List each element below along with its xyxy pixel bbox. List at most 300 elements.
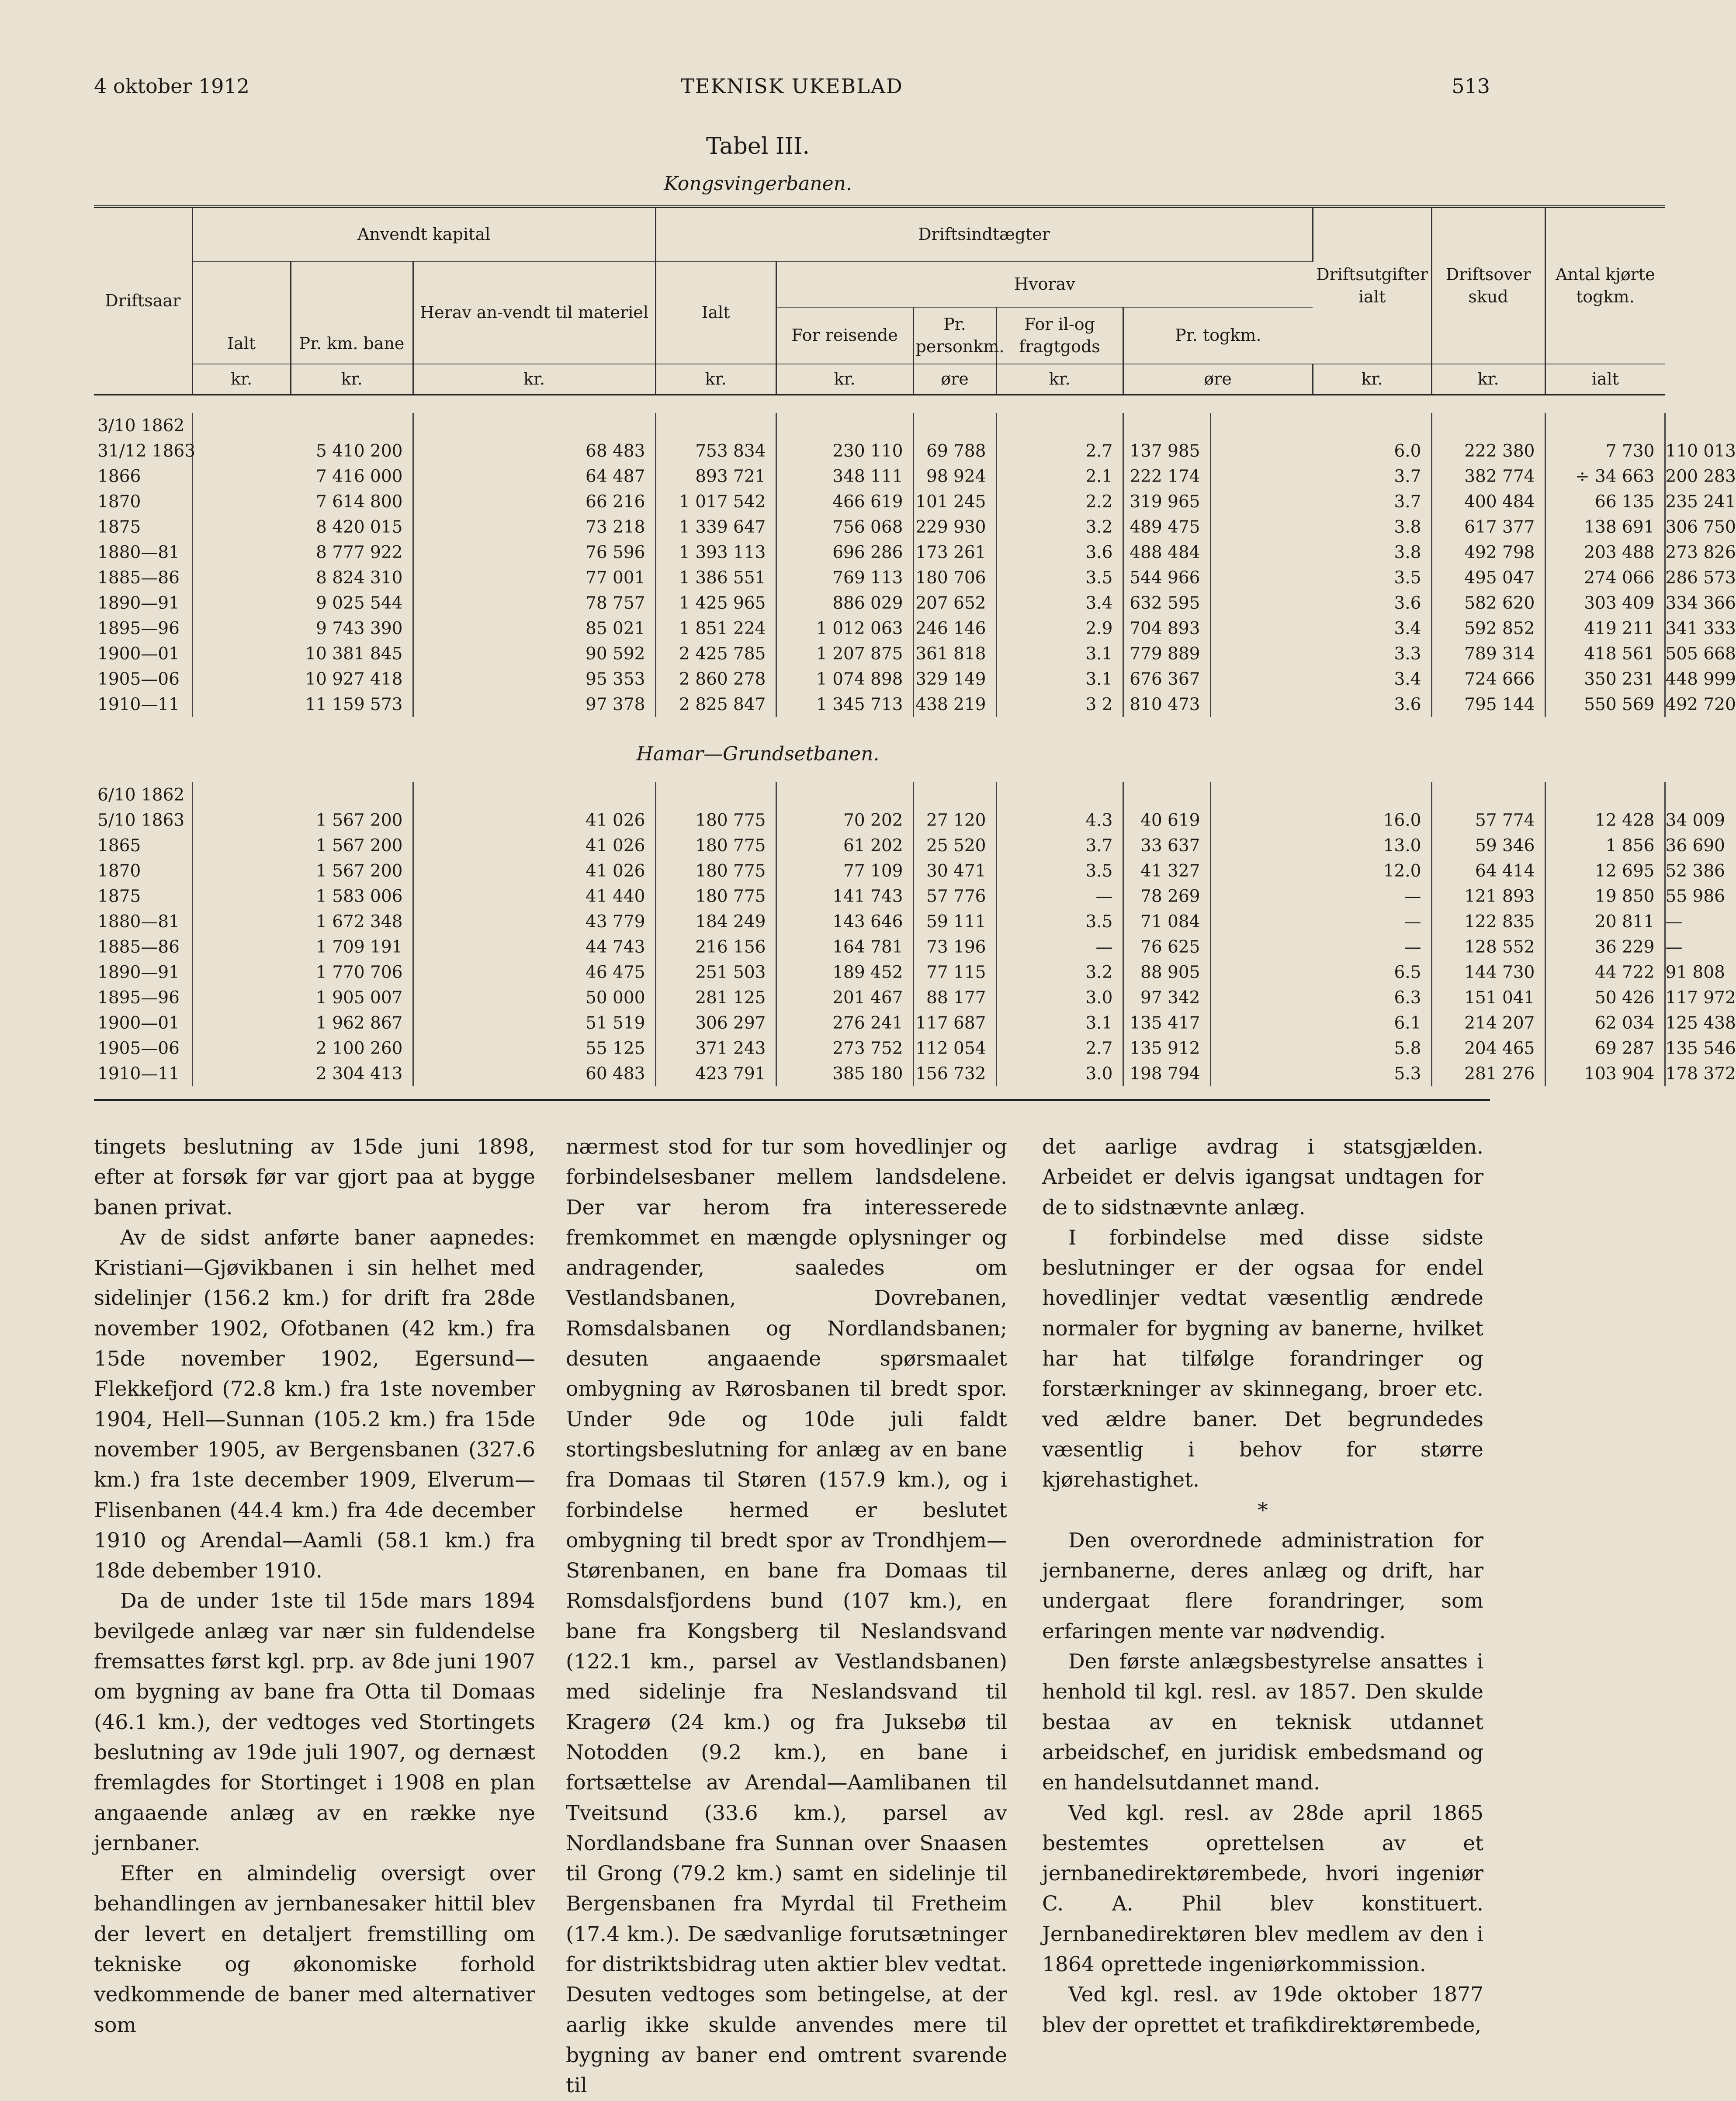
cell-year: 6/10 1862 — [94, 782, 192, 808]
table-cell: 418 561 — [1545, 641, 1665, 666]
table-cell: 274 066 — [1545, 565, 1665, 590]
table-cell: 550 569 — [1545, 692, 1665, 717]
table-cell: 184 249 — [655, 909, 776, 934]
table-cell: 41 026 — [413, 858, 655, 884]
table-cell: 1 905 007 — [192, 985, 413, 1010]
table-row: 1890—91 9 025 544 78 757 1 425 965 886 029 207 652 3.4 632 595 3.6 582 620 303 409 334 366 — [94, 590, 1665, 616]
header-ialt: Ialt — [192, 261, 291, 364]
cell-year: 1890—91 — [94, 960, 192, 985]
unit: ialt — [1545, 364, 1665, 395]
table-row: 1910—11 2 304 413 60 483 423 791 385 180 156 732 3.0 198 794 5.3 281 276 103 904 178 372 — [94, 1061, 1665, 1086]
table-cell: 180 775 — [655, 833, 776, 858]
table-cell: 77 109 — [776, 858, 913, 884]
table-cell: 180 775 — [655, 884, 776, 909]
table-cell: 1 339 647 — [655, 514, 776, 540]
table-cell: 8 824 310 — [192, 565, 413, 590]
cell-year: 1910—11 — [94, 692, 192, 717]
table-cell: 1 393 113 — [655, 540, 776, 565]
table-header — [94, 205, 1665, 395]
table-cell: 69 788 — [913, 438, 996, 464]
table-cell — [192, 782, 413, 808]
table-row: 1875 1 583 006 41 440 180 775 141 743 57 776 — 78 269 — 121 893 19 850 55 986 — [94, 884, 1665, 909]
table-cell — [996, 782, 1123, 808]
header-togkm: Pr. togkm. — [1123, 307, 1313, 364]
table-cell: 3.5 — [996, 858, 1123, 884]
table-row: 1895—96 1 905 007 50 000 281 125 201 467 88 177 3.0 97 342 6.3 151 041 50 426 117 972 — [94, 985, 1665, 1010]
table-cell: 6.3 — [1210, 985, 1431, 1010]
table-cell: 400 484 — [1431, 489, 1545, 514]
table-cell: 198 794 — [1123, 1061, 1210, 1086]
cell-year: 1905—06 — [94, 1036, 192, 1061]
table-cell: 85 021 — [413, 616, 655, 641]
header-herav: Herav an-vendt til materiel — [413, 261, 655, 364]
table-cell: 66 135 — [1545, 489, 1665, 514]
table-cell: 12.0 — [1210, 858, 1431, 884]
table-cell: 632 595 — [1123, 590, 1210, 616]
table-row: 1880—81 8 777 922 76 596 1 393 113 696 286 173 261 3.6 488 484 3.8 492 798 203 488 273 826 — [94, 540, 1665, 565]
cell-year: 1875 — [94, 514, 192, 540]
table-cell: 103 904 — [1545, 1061, 1665, 1086]
cell-year: 1905—06 — [94, 666, 192, 692]
table-cell — [1545, 782, 1665, 808]
table-cell: 25 520 — [913, 833, 996, 858]
table-cell: — — [996, 884, 1123, 909]
cell-year: 1895—96 — [94, 616, 192, 641]
table-cell: 438 219 — [913, 692, 996, 717]
paragraph: Av de sidst anførte baner aapnedes: Kristiani—Gjøvikbanen i sin helhet med sidelinjer (156.2 km.) for drift fra 28de november 1902, Ofotbanen (42 km.) fra 15de november 1902, Egersund—Flekkefjord (72.8 km.) fra 1ste november 1904, Hell—Sunnan (105.2 km.) fra 15de november 1905, av Bergensbanen (327.6 km.) fra 1ste december 1909, Elverum—Flisenbanen (44.4 km.) fra 4de december 1910 og Arendal—Aamli (58.1 km.) fra 18de debember 1910. — [94, 1225, 535, 1583]
table-cell: 61 202 — [776, 833, 913, 858]
table-cell: 138 691 — [1545, 514, 1665, 540]
table-cell: 77 115 — [913, 960, 996, 985]
table-cell: 1 567 200 — [192, 833, 413, 858]
table-cell: 128 552 — [1431, 934, 1545, 960]
table-cell: 55 125 — [413, 1036, 655, 1061]
table-cell: 1 851 224 — [655, 616, 776, 641]
table-cell: 371 243 — [655, 1036, 776, 1061]
cell-year: 31/12 1863 — [94, 438, 192, 464]
unit: kr. — [996, 364, 1123, 395]
table-cell: 3.1 — [996, 666, 1123, 692]
table-cell: 2 860 278 — [655, 666, 776, 692]
paragraph: nærmest stod for tur som hovedlinjer og forbindelsesbaner mellem landsdelene. Der var herom fra interesserede fremkommet en mængde oplysninger og andragender, saaledes om Vestlandsbanen, Dovrebanen, Romsdalsbanen og Nordlandsbanen; desuten angaaende spørsmaalet ombygning av Rørosbanen til bredt spor. Under 9de og 10de juli faldt stortingsbeslutning for anlæg av en bane fra Domaas til Støren (157.9 km.), og i forbindelse hermed er beslutet ombygning til bredt spor av Trondhjem—Størenbanen, en bane fra Domaas til Romsdalsfjordens bund (107 km.), en bane fra Kongsberg til Neslandsvand (122.1 km., parsel av Vestlandsbanen) med sidelinje fra Neslandsvand til Kragerø (24 km.) og fra Juksebø til Notodden (9.2 km.), en bane i fortsættelse av Arendal—Aamlibanen til Tveitsund (33.6 km.), parsel av Nordlandsbane fra Sunnan over Snaasen til Grong (79.2 km.) samt en sidelinje til Bergensbanen fra Myrdal til Fretheim (17.4 km.). De sædvanlige forutsætninger for distriktsbidrag uten aktier blev vedtat. Desuten vedtoges som betingelse, at der aarlig ikke skulde anvendes mere til bygning av baner end omtrent svarende til — [566, 1135, 1007, 2098]
table-cell: 66 216 — [413, 489, 655, 514]
header-journal: TEKNISK UKEBLAD — [681, 74, 903, 98]
table-cell: 44 743 — [413, 934, 655, 960]
table-cell: 7 730 — [1545, 438, 1665, 464]
unit: kr. — [655, 364, 776, 395]
table-cell: 893 721 — [655, 464, 776, 489]
table-cell: 2 100 260 — [192, 1036, 413, 1061]
table-cell — [1431, 782, 1545, 808]
cell-year: 1895—96 — [94, 985, 192, 1010]
table-cell: 122 835 — [1431, 909, 1545, 934]
table-row: 1875 8 420 015 73 218 1 339 647 756 068 229 930 3.2 489 475 3.8 617 377 138 691 306 750 — [94, 514, 1665, 540]
table-cell: 101 245 — [913, 489, 996, 514]
table-cell: 3.5 — [1210, 565, 1431, 590]
table-cell: 3.7 — [1210, 489, 1431, 514]
header-page-number: 513 — [1452, 74, 1490, 98]
table-cell: 204 465 — [1431, 1036, 1545, 1061]
table-cell: 3.5 — [996, 565, 1123, 590]
section-title-hamar: Hamar—Grundsetbanen. — [636, 743, 880, 765]
table-cell: — — [1210, 884, 1431, 909]
table-cell — [996, 413, 1123, 438]
table-cell: 1 962 867 — [192, 1010, 413, 1036]
table-row: 1910—11 11 159 573 97 378 2 825 847 1 345 713 438 219 3 2 810 473 3.6 795 144 550 569 492 720 — [94, 692, 1665, 717]
table-cell: 97 342 — [1123, 985, 1210, 1010]
table-cell: 3.4 — [1210, 616, 1431, 641]
unit: kr. — [1313, 364, 1431, 395]
table-cell: 30 471 — [913, 858, 996, 884]
table-cell: 40 619 — [1123, 808, 1210, 833]
table-cell: 582 620 — [1431, 590, 1545, 616]
table-cell: 1 567 200 — [192, 858, 413, 884]
table-cell: 97 378 — [413, 692, 655, 717]
table-cell — [655, 782, 776, 808]
table-cell: 41 440 — [413, 884, 655, 909]
paragraph: * — [1258, 1498, 1268, 1522]
paragraph: I forbindelse med disse sidste beslutninger er der ogsaa for endel hovedlinjer vedtat væsentlig ændrede normaler for bygning av banerne, hvilket har hat tilfølge forandringer og forstærkninger av skinnegang, broer etc. ved ældre baner. Det begrundedes væsentlig i behov for større kjørehastighet. — [1042, 1225, 1483, 1492]
table-cell: 382 774 — [1431, 464, 1545, 489]
table-cell: 33 637 — [1123, 833, 1210, 858]
table-cell: 348 111 — [776, 464, 913, 489]
table-cell: 71 084 — [1123, 909, 1210, 934]
table-cell: 350 231 — [1545, 666, 1665, 692]
table-cell: 43 779 — [413, 909, 655, 934]
table-cell: 216 156 — [655, 934, 776, 960]
table-row — [94, 413, 1665, 438]
table-cell — [413, 782, 655, 808]
table-row: 1870 1 567 200 41 026 180 775 77 109 30 471 3.5 41 327 12.0 64 414 12 695 52 386 — [94, 858, 1665, 884]
table-cell: 10 381 845 — [192, 641, 413, 666]
table-cell: ÷ 34 663 — [1545, 464, 1665, 489]
table-cell: 173 261 — [913, 540, 996, 565]
table-cell: 222 174 — [1123, 464, 1210, 489]
table-cell: 251 503 — [655, 960, 776, 985]
table-cell: 20 811 — [1545, 909, 1665, 934]
header-pr-km: Pr. km. bane — [291, 261, 413, 364]
table-cell — [1210, 413, 1431, 438]
table-cell: 1 207 875 — [776, 641, 913, 666]
paragraph: Efter en almindelig oversigt over behandlingen av jernbanesaker hittil blev der levert en detaljert fremstilling om tekniske og økonomiske forhold vedkommende de baner med alternativer som — [94, 1862, 535, 2037]
header-year: Driftsaar — [94, 207, 192, 395]
table-cell: 90 592 — [413, 641, 655, 666]
table-cell: 2.2 — [996, 489, 1123, 514]
table-cell: 121 893 — [1431, 884, 1545, 909]
table-cell: 1 709 191 — [192, 934, 413, 960]
table-cell: 319 965 — [1123, 489, 1210, 514]
table-cell: 135 417 — [1123, 1010, 1210, 1036]
header-income-group: Driftsindtægter — [655, 207, 1313, 261]
header-hvorav: Hvorav — [776, 261, 1313, 307]
table-cell: 1 386 551 — [655, 565, 776, 590]
table-cell: 41 327 — [1123, 858, 1210, 884]
table-cell: 3.3 — [1210, 641, 1431, 666]
text-column-1 — [94, 1132, 535, 2040]
table-row: 1870 7 614 800 66 216 1 017 542 466 619 101 245 2.2 319 965 3.7 400 484 66 135 235 241 — [94, 489, 1665, 514]
table-cell: 2.7 — [996, 1036, 1123, 1061]
table-cell: 3.6 — [1210, 590, 1431, 616]
table-cell: 8 420 015 — [192, 514, 413, 540]
table-cell: — — [996, 934, 1123, 960]
table-cell: 753 834 — [655, 438, 776, 464]
table-cell: 385 180 — [776, 1061, 913, 1086]
table-cell: 229 930 — [913, 514, 996, 540]
table-cell: 489 475 — [1123, 514, 1210, 540]
table-cell: 41 026 — [413, 808, 655, 833]
table-cell: 5 410 200 — [192, 438, 413, 464]
table-cell: 5.3 — [1210, 1061, 1431, 1086]
table-cell: 1 672 348 — [192, 909, 413, 934]
header-date: 4 oktober 1912 — [94, 74, 249, 98]
table-cell: 2 425 785 — [655, 641, 776, 666]
table-cell: 1 856 — [1545, 833, 1665, 858]
table-cell: 3.5 — [996, 909, 1123, 934]
table-cell — [1545, 413, 1665, 438]
table-cell: 203 488 — [1545, 540, 1665, 565]
table-cell: 1 074 898 — [776, 666, 913, 692]
paragraph: det aarlige avdrag i statsgjælden. Arbeidet er delvis igangsat undtagen for de to sidstnævnte anlæg. — [1042, 1135, 1483, 1220]
table-row: 1866 7 416 000 64 487 893 721 348 111 98 924 2.1 222 174 3.7 382 774 ÷ 34 663 200 283 — [94, 464, 1665, 489]
table-cell: 1 770 706 — [192, 960, 413, 985]
table-cell: 488 484 — [1123, 540, 1210, 565]
table-cell: 3.7 — [1210, 464, 1431, 489]
paragraph: Den første anlægsbestyrelse ansattes i henhold til kgl. resl. av 1857. Den skulde bestaa av en teknisk utdannet arbeidschef, en juridisk embedsmand og en handelsutdannet mand. — [1042, 1650, 1483, 1795]
paragraph: Den overordnede administration for jernbanerne, deres anlæg og drift, har undergaat flere forandringer, som erfaringen mente var nødvendig. — [1042, 1528, 1483, 1643]
table-cell: 230 110 — [776, 438, 913, 464]
table-cell: 704 893 — [1123, 616, 1210, 641]
table-cell: 207 652 — [913, 590, 996, 616]
table-cell — [192, 413, 413, 438]
table-cell: 3.0 — [996, 1061, 1123, 1086]
table-cell: 57 774 — [1431, 808, 1545, 833]
table-cell: 6.1 — [1210, 1010, 1431, 1036]
table-cell: 57 776 — [913, 884, 996, 909]
table-cell: 8 777 922 — [192, 540, 413, 565]
table-cell: 246 146 — [913, 616, 996, 641]
table-cell: 44 722 — [1545, 960, 1665, 985]
table-cell: 64 414 — [1431, 858, 1545, 884]
table-cell: 222 380 — [1431, 438, 1545, 464]
table-cell — [913, 782, 996, 808]
table-cell — [1210, 782, 1431, 808]
table-cell: 1 017 542 — [655, 489, 776, 514]
cell-year: 1870 — [94, 489, 192, 514]
table-cell — [1123, 782, 1210, 808]
unit: øre — [913, 364, 996, 395]
text-column-3 — [1042, 1132, 1483, 2040]
table-cell: 62 034 — [1545, 1010, 1665, 1036]
table-row: 1900—01 1 962 867 51 519 306 297 276 241 117 687 3.1 135 417 6.1 214 207 62 034 125 438 — [94, 1010, 1665, 1036]
table-cell: 617 377 — [1431, 514, 1545, 540]
table-cell: 59 346 — [1431, 833, 1545, 858]
table-cell: 10 927 418 — [192, 666, 413, 692]
table-cell: 3.4 — [1210, 666, 1431, 692]
table-cell: 696 286 — [776, 540, 913, 565]
table-cell: 7 614 800 — [192, 489, 413, 514]
cell-year: 1910—11 — [94, 1061, 192, 1086]
table-cell: 3.7 — [996, 833, 1123, 858]
table-cell: 779 889 — [1123, 641, 1210, 666]
table-cell: 1 425 965 — [655, 590, 776, 616]
table-cell: 143 646 — [776, 909, 913, 934]
table-cell: 789 314 — [1431, 641, 1545, 666]
cell-year: 1880—81 — [94, 909, 192, 934]
table-cell: 306 297 — [655, 1010, 776, 1036]
table-cell: 59 111 — [913, 909, 996, 934]
table-cell: 60 483 — [413, 1061, 655, 1086]
table-cell — [413, 413, 655, 438]
table-cell: 156 732 — [913, 1061, 996, 1086]
table-cell: 3 2 — [996, 692, 1123, 717]
table-cell: 273 752 — [776, 1036, 913, 1061]
table-cell: 70 202 — [776, 808, 913, 833]
table-cell: 73 196 — [913, 934, 996, 960]
table-cell: 9 025 544 — [192, 590, 413, 616]
paragraph: tingets beslutning av 15de juni 1898, efter at forsøk før var gjort paa at bygge banen privat. — [94, 1135, 535, 1220]
cell-year: 1875 — [94, 884, 192, 909]
table-cell: 3.6 — [1210, 692, 1431, 717]
table-cell: 117 687 — [913, 1010, 996, 1036]
table-cell — [1431, 413, 1545, 438]
table-cell: 189 452 — [776, 960, 913, 985]
table-cell — [776, 413, 913, 438]
running-header — [94, 74, 1490, 101]
table-cell: 144 730 — [1431, 960, 1545, 985]
table-body-hamar — [94, 782, 1736, 1086]
table-cell: 724 666 — [1431, 666, 1545, 692]
table-cell: 810 473 — [1123, 692, 1210, 717]
table-cell: 466 619 — [776, 489, 913, 514]
header-capital-group: Anvendt kapital — [192, 207, 655, 261]
header-ialt2: Ialt — [655, 261, 776, 364]
table-cell: 281 276 — [1431, 1061, 1545, 1086]
table-cell: 12 428 — [1545, 808, 1665, 833]
cell-year: 1866 — [94, 464, 192, 489]
table-row: 1895—96 9 743 390 85 021 1 851 224 1 012 063 246 146 2.9 704 893 3.4 592 852 419 211 341 333 — [94, 616, 1665, 641]
table-cell: 180 706 — [913, 565, 996, 590]
table-cell: 303 409 — [1545, 590, 1665, 616]
table-cell: 492 798 — [1431, 540, 1545, 565]
unit: kr. — [413, 364, 655, 395]
table-cell: 73 218 — [413, 514, 655, 540]
table-end-rule — [94, 1099, 1490, 1101]
table-cell: 16.0 — [1210, 808, 1431, 833]
table-cell — [776, 782, 913, 808]
table-cell — [655, 413, 776, 438]
table-cell: 78 757 — [413, 590, 655, 616]
table-cell: 769 113 — [776, 565, 913, 590]
header-overskud: Driftsover skud — [1431, 207, 1545, 364]
table-cell: 3.8 — [1210, 540, 1431, 565]
table-cell: 95 353 — [413, 666, 655, 692]
table-cell: 27 120 — [913, 808, 996, 833]
section-title-kongsvinger: Kongsvingerbanen. — [664, 173, 852, 195]
table-cell: 676 367 — [1123, 666, 1210, 692]
cell-year: 1900—01 — [94, 1010, 192, 1036]
table-row: 1885—86 1 709 191 44 743 216 156 164 781 73 196 — 76 625 — 128 552 36 229 — — [94, 934, 1665, 960]
cell-year: 1900—01 — [94, 641, 192, 666]
table-cell: 495 047 — [1431, 565, 1545, 590]
table-cell: 180 775 — [655, 808, 776, 833]
table-cell: 13.0 — [1210, 833, 1431, 858]
table-cell: 46 475 — [413, 960, 655, 985]
cell-year: 3/10 1862 — [94, 413, 192, 438]
table-cell: 423 791 — [655, 1061, 776, 1086]
cell-year: 5/10 1863 — [94, 808, 192, 833]
cell-year: 1890—91 — [94, 590, 192, 616]
text-column-2 — [566, 1132, 1007, 2101]
table-cell: 36 229 — [1545, 934, 1665, 960]
paragraph: Ved kgl. resl. av 28de april 1865 bestemtes oprettelsen av et jernbanedirektørembede, hvori ingeniør C. A. Phil blev konstituert. Jernbanedirektøren blev medlem av den i 1864 oprettede ingeniørkommission. — [1042, 1801, 1483, 1977]
table-row: 1885—86 8 824 310 77 001 1 386 551 769 113 180 706 3.5 544 966 3.5 495 047 274 066 286 573 — [94, 565, 1665, 590]
table-cell: 7 416 000 — [192, 464, 413, 489]
table-cell: 329 149 — [913, 666, 996, 692]
unit: øre — [1123, 364, 1313, 395]
table-cell: 2 825 847 — [655, 692, 776, 717]
cell-year: 1870 — [94, 858, 192, 884]
table-cell: 3.6 — [996, 540, 1123, 565]
header-kjorte: Antal kjørte togkm. — [1545, 207, 1665, 364]
table-cell: 1 567 200 — [192, 808, 413, 833]
table-cell: 64 487 — [413, 464, 655, 489]
table-cell: 544 966 — [1123, 565, 1210, 590]
table-cell: 3.1 — [996, 641, 1123, 666]
table-cell — [913, 413, 996, 438]
table-cell: 41 026 — [413, 833, 655, 858]
table-cell: 151 041 — [1431, 985, 1545, 1010]
table-cell: 1 012 063 — [776, 616, 913, 641]
table-cell: 419 211 — [1545, 616, 1665, 641]
table-cell: 12 695 — [1545, 858, 1665, 884]
table-cell: 135 912 — [1123, 1036, 1210, 1061]
table-cell: 164 781 — [776, 934, 913, 960]
header-utgifter: Driftsutgifter ialt — [1313, 207, 1431, 364]
cell-year: 1885—86 — [94, 934, 192, 960]
table-cell: 4.3 — [996, 808, 1123, 833]
table-cell: 137 985 — [1123, 438, 1210, 464]
table-title: Tabel III. — [706, 133, 810, 159]
unit: kr. — [1431, 364, 1545, 395]
table-cell: 886 029 — [776, 590, 913, 616]
table-cell: 141 743 — [776, 884, 913, 909]
table-cell: 180 775 — [655, 858, 776, 884]
table-cell: 361 818 — [913, 641, 996, 666]
table-cell: 3.2 — [996, 514, 1123, 540]
cell-year: 1865 — [94, 833, 192, 858]
table-cell: 276 241 — [776, 1010, 913, 1036]
table-row — [94, 782, 1665, 808]
table-cell: 2.1 — [996, 464, 1123, 489]
table-cell: 6.5 — [1210, 960, 1431, 985]
table-row: 1880—81 1 672 348 43 779 184 249 143 646 59 111 3.5 71 084 — 122 835 20 811 — — [94, 909, 1665, 934]
table-cell: 281 125 — [655, 985, 776, 1010]
table-cell: 201 467 — [776, 985, 913, 1010]
table-body-kongsvinger — [94, 413, 1736, 717]
table-cell: 19 850 — [1545, 884, 1665, 909]
table-row: 1865 1 567 200 41 026 180 775 61 202 25 520 3.7 33 637 13.0 59 346 1 856 36 690 — [94, 833, 1665, 858]
table-cell: 592 852 — [1431, 616, 1545, 641]
table-cell: 2 304 413 — [192, 1061, 413, 1086]
table-cell: 3.2 — [996, 960, 1123, 985]
table-cell: 756 068 — [776, 514, 913, 540]
table-cell: 77 001 — [413, 565, 655, 590]
table-cell: 68 483 — [413, 438, 655, 464]
table-row: 1905—06 10 927 418 95 353 2 860 278 1 074 898 329 149 3.1 676 367 3.4 724 666 350 231 448 999 — [94, 666, 1665, 692]
header-fragt: For il-og fragtgods — [996, 307, 1123, 364]
table-cell: 1 345 713 — [776, 692, 913, 717]
table-cell: 50 000 — [413, 985, 655, 1010]
